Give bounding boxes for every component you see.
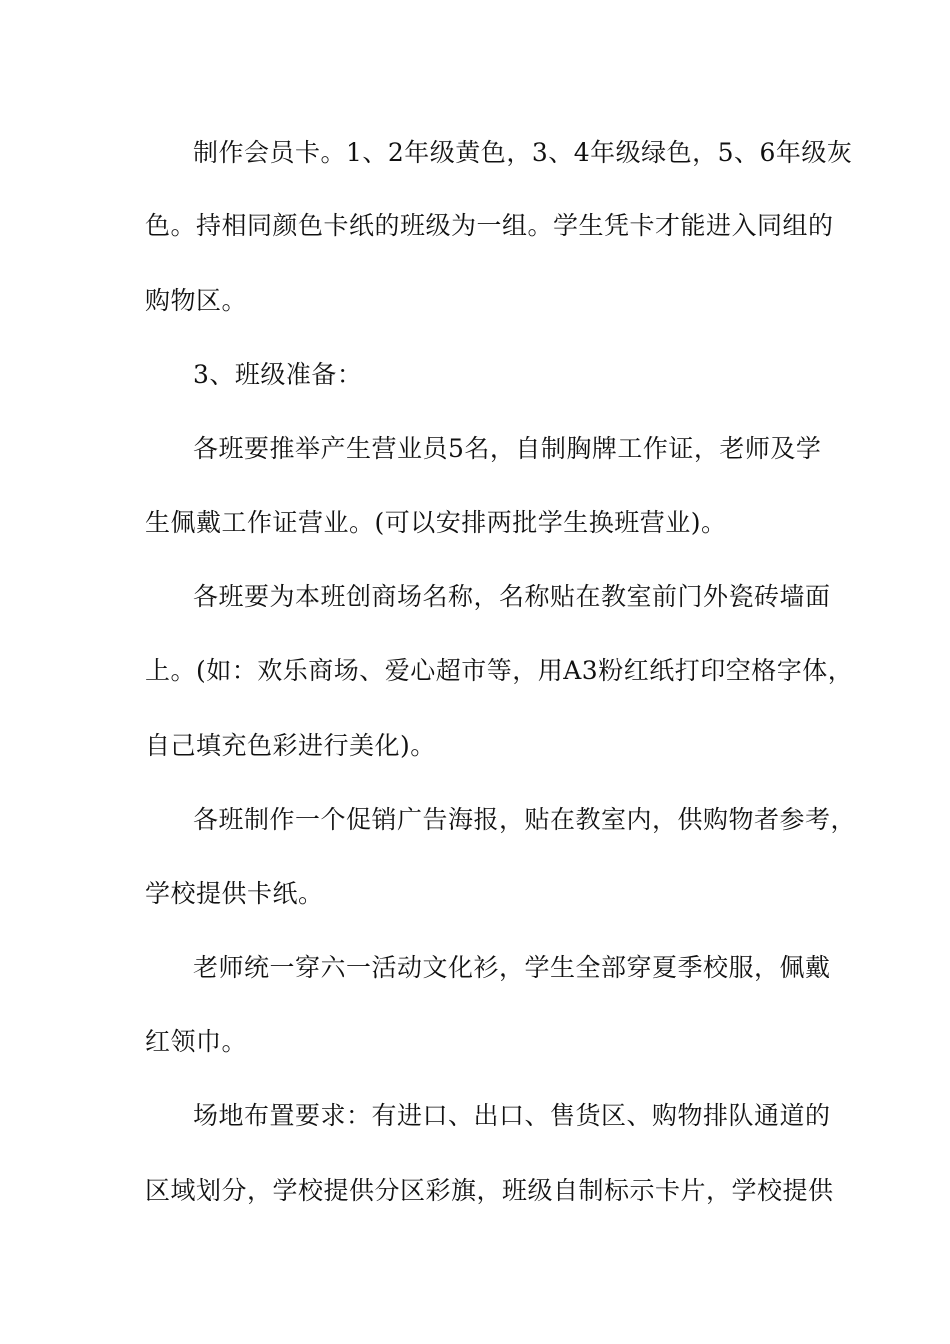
text-line-10: 各班制作一个促销广告海报，贴在教室内，供购物者参考，: [193, 805, 857, 834]
text-line-13: 红领巾。: [145, 1027, 248, 1056]
text-line-9: 自己填充色彩进行美化)。: [145, 731, 436, 760]
text-line-15: 区域划分，学校提供分区彩旗，班级自制标示卡片，学校提供: [145, 1176, 834, 1205]
text-line-3: 购物区。: [145, 286, 248, 315]
text-line-14: 场地布置要求：有进口、出口、售货区、购物排队通道的: [193, 1101, 831, 1130]
text-line-1: 制作会员卡。1、2年级黄色，3、4年级绿色，5、6年级灰: [193, 138, 853, 167]
text-line-6: 生佩戴工作证营业。(可以安排两批学生换班营业)。: [145, 508, 727, 537]
text-line-2: 色。持相同颜色卡纸的班级为一组。学生凭卡才能进入同组的: [145, 211, 834, 240]
section-heading: 3、班级准备：: [193, 360, 363, 389]
text-line-12: 老师统一穿六一活动文化衫，学生全部穿夏季校服，佩戴: [193, 953, 831, 982]
text-line-7: 各班要为本班创商场名称，名称贴在教室前门外瓷砖墙面: [193, 582, 831, 611]
text-line-8: 上。(如：欢乐商场、爱心超市等，用A3粉红纸打印空格字体，: [145, 656, 854, 685]
text-line-11: 学校提供卡纸。: [145, 879, 324, 908]
text-line-5: 各班要推举产生营业员5名，自制胸牌工作证，老师及学: [193, 434, 822, 463]
